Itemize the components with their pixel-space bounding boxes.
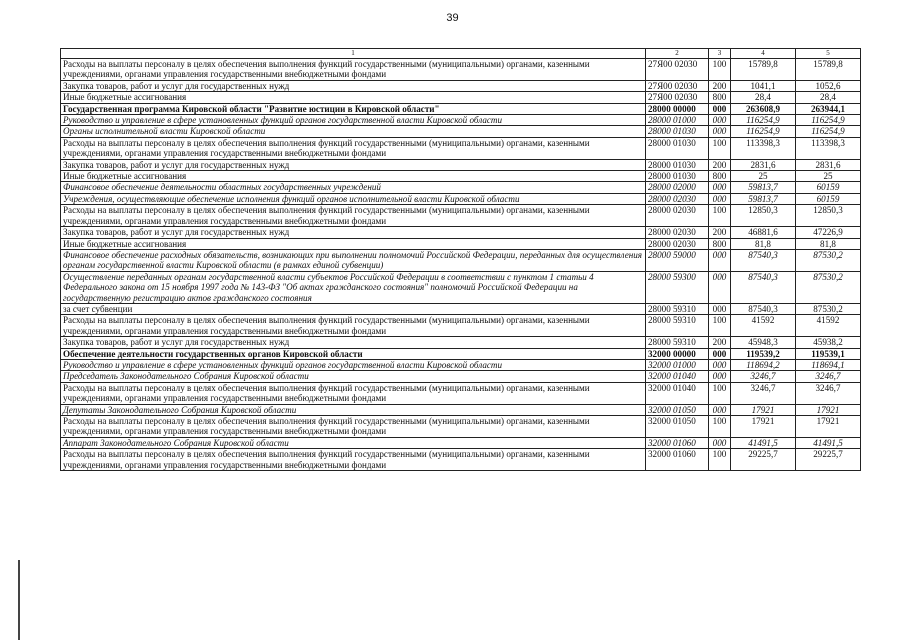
table-row — [61, 205, 861, 227]
table-row — [61, 249, 861, 271]
row-amount-2-cell: 28,4 — [796, 92, 861, 103]
table-row — [61, 126, 861, 137]
row-code-cell: 32000 01040 — [646, 382, 709, 404]
row-amount-1-cell: 263608,9 — [731, 103, 796, 114]
row-expense-type-cell: 200 — [709, 337, 731, 348]
row-amount-1-cell: 17921 — [731, 404, 796, 415]
row-amount-1-cell: 46881,6 — [731, 227, 796, 238]
row-expense-type-cell: 200 — [709, 80, 731, 91]
row-code-cell: 27Я00 02030 — [646, 59, 709, 81]
row-amount-2-cell: 12850,3 — [796, 205, 861, 227]
header-cell: 3 — [709, 49, 731, 59]
table-row — [61, 449, 861, 471]
row-expense-type-cell: 100 — [709, 59, 731, 81]
row-name-cell: Расходы на выплаты персоналу в целях обеспечения выполнения функций государственными (муниципальными) органами, казенными учреждениями, органами управления государственными внебюджетными фондами — [61, 416, 646, 438]
row-name-cell: Аппарат Законодательного Собрания Кировской области — [61, 437, 646, 448]
table-row — [61, 182, 861, 193]
row-amount-1-cell: 17921 — [731, 416, 796, 438]
row-name-cell: Финансовое обеспечение деятельности областных государственных учреждений — [61, 182, 646, 193]
row-amount-2-cell: 3246,7 — [796, 371, 861, 382]
row-amount-2-cell: 116254,9 — [796, 115, 861, 126]
scan-edge-mark — [18, 560, 20, 640]
row-code-cell: 28000 59300 — [646, 271, 709, 303]
table-row — [61, 92, 861, 103]
table-row — [61, 315, 861, 337]
table-row — [61, 382, 861, 404]
row-name-cell: Закупка товаров, работ и услуг для государственных нужд — [61, 227, 646, 238]
row-name-cell: Председатель Законодательного Собрания Кировской области — [61, 371, 646, 382]
row-code-cell: 32000 01060 — [646, 437, 709, 448]
row-name-cell: Расходы на выплаты персоналу в целях обеспечения выполнения функций государственными (муниципальными) органами, казенными учреждениями, органами управления государственными внебюджетными фондами — [61, 205, 646, 227]
header-cell: 4 — [731, 49, 796, 59]
row-expense-type-cell: 200 — [709, 159, 731, 170]
row-amount-1-cell: 118694,2 — [731, 359, 796, 370]
row-code-cell: 28000 01030 — [646, 137, 709, 159]
table-row — [61, 271, 861, 303]
row-amount-2-cell: 87530,2 — [796, 249, 861, 271]
table-row — [61, 171, 861, 182]
row-amount-1-cell: 28,4 — [731, 92, 796, 103]
row-expense-type-cell: 100 — [709, 137, 731, 159]
row-amount-2-cell: 1052,6 — [796, 80, 861, 91]
row-amount-1-cell: 119539,2 — [731, 348, 796, 359]
row-amount-1-cell: 3246,7 — [731, 382, 796, 404]
table-row — [61, 115, 861, 126]
row-name-cell: Руководство и управление в сфере установленных функций органов государственной власти Кировской области — [61, 359, 646, 370]
row-code-cell: 28000 59310 — [646, 303, 709, 314]
row-code-cell: 28000 02030 — [646, 205, 709, 227]
row-amount-1-cell: 1041,1 — [731, 80, 796, 91]
row-amount-2-cell: 2831,6 — [796, 159, 861, 170]
row-amount-2-cell: 60159 — [796, 182, 861, 193]
row-amount-2-cell: 3246,7 — [796, 382, 861, 404]
row-code-cell: 32000 01050 — [646, 404, 709, 415]
row-amount-1-cell: 87540,3 — [731, 249, 796, 271]
table-row — [61, 193, 861, 204]
row-expense-type-cell: 000 — [709, 115, 731, 126]
row-expense-type-cell: 100 — [709, 382, 731, 404]
row-amount-1-cell: 12850,3 — [731, 205, 796, 227]
row-amount-1-cell: 87540,3 — [731, 271, 796, 303]
row-amount-2-cell: 263944,1 — [796, 103, 861, 114]
table-row — [61, 371, 861, 382]
row-amount-2-cell: 116254,9 — [796, 126, 861, 137]
row-name-cell: Учреждения, осуществляющие обеспечение исполнения функций органов исполнительной власти Кировской области — [61, 193, 646, 204]
row-expense-type-cell: 000 — [709, 193, 731, 204]
row-code-cell: 27Я00 02030 — [646, 92, 709, 103]
header-cell: 5 — [796, 49, 861, 59]
row-code-cell: 28000 01000 — [646, 115, 709, 126]
row-amount-1-cell: 59813,7 — [731, 182, 796, 193]
header-cell: 2 — [646, 49, 709, 59]
row-amount-2-cell: 60159 — [796, 193, 861, 204]
row-expense-type-cell: 000 — [709, 371, 731, 382]
row-amount-2-cell: 25 — [796, 171, 861, 182]
table-row — [61, 80, 861, 91]
table-row — [61, 238, 861, 249]
row-name-cell: Расходы на выплаты персоналу в целях обеспечения выполнения функций государственными (муниципальными) органами, казенными учреждениями, органами управления государственными внебюджетными фондами — [61, 315, 646, 337]
row-expense-type-cell: 000 — [709, 303, 731, 314]
row-code-cell: 28000 01030 — [646, 126, 709, 137]
row-name-cell: Финансовое обеспечение расходных обязательств, возникающих при выполнении полномочий Российской Федерации, переданных для осуществления органам государственной власти Кировской области (в рамках единой субвенции) — [61, 249, 646, 271]
row-name-cell: за счет субвенции — [61, 303, 646, 314]
row-expense-type-cell: 100 — [709, 449, 731, 471]
row-name-cell: Обеспечение деятельности государственных органов Кировской области — [61, 348, 646, 359]
row-name-cell: Расходы на выплаты персоналу в целях обеспечения выполнения функций государственными (муниципальными) органами, казенными учреждениями, органами управления государственными внебюджетными фондами — [61, 382, 646, 404]
row-name-cell: Депутаты Законодательного Собрания Кировской области — [61, 404, 646, 415]
row-expense-type-cell: 000 — [709, 182, 731, 193]
row-amount-1-cell: 81,8 — [731, 238, 796, 249]
table-row — [61, 103, 861, 114]
row-expense-type-cell: 000 — [709, 103, 731, 114]
row-amount-2-cell: 113398,3 — [796, 137, 861, 159]
row-name-cell: Государственная программа Кировской области "Развитие юстиции в Кировской области" — [61, 103, 646, 114]
row-amount-1-cell: 45948,3 — [731, 337, 796, 348]
row-name-cell: Закупка товаров, работ и услуг для государственных нужд — [61, 337, 646, 348]
table-row — [61, 337, 861, 348]
row-name-cell: Осуществление переданных органам государственной власти субъектов Российской Федерации в соответствии с пунктом 1 статьи 4 Федерального закона от 15 ноября 1997 года № 143-ФЗ "Об актах гражданского состояния" полномочий Российской Федерации на государственную регистрацию актов гражданского состояния — [61, 271, 646, 303]
row-expense-type-cell: 800 — [709, 92, 731, 103]
row-amount-2-cell: 41491,5 — [796, 437, 861, 448]
row-expense-type-cell: 000 — [709, 249, 731, 271]
budget-table — [60, 48, 861, 471]
row-amount-1-cell: 15789,8 — [731, 59, 796, 81]
row-amount-1-cell: 116254,9 — [731, 126, 796, 137]
row-expense-type-cell: 200 — [709, 227, 731, 238]
table-row — [61, 227, 861, 238]
row-amount-1-cell: 2831,6 — [731, 159, 796, 170]
row-expense-type-cell: 100 — [709, 205, 731, 227]
row-amount-1-cell: 59813,7 — [731, 193, 796, 204]
table-row — [61, 416, 861, 438]
header-cell: 1 — [61, 49, 646, 59]
row-amount-2-cell: 118694,1 — [796, 359, 861, 370]
table-row — [61, 59, 861, 81]
row-expense-type-cell: 000 — [709, 271, 731, 303]
row-name-cell: Расходы на выплаты персоналу в целях обеспечения выполнения функций государственными (муниципальными) органами, казенными учреждениями, органами управления государственными внебюджетными фондами — [61, 59, 646, 81]
row-expense-type-cell: 000 — [709, 348, 731, 359]
row-code-cell: 32000 01050 — [646, 416, 709, 438]
row-expense-type-cell: 000 — [709, 437, 731, 448]
table-row — [61, 303, 861, 314]
row-code-cell: 28000 02030 — [646, 193, 709, 204]
row-amount-2-cell: 41592 — [796, 315, 861, 337]
row-name-cell: Органы исполнительной власти Кировской области — [61, 126, 646, 137]
row-name-cell: Закупка товаров, работ и услуг для государственных нужд — [61, 159, 646, 170]
row-amount-1-cell: 3246,7 — [731, 371, 796, 382]
row-code-cell: 28000 59310 — [646, 337, 709, 348]
row-amount-1-cell: 41491,5 — [731, 437, 796, 448]
row-expense-type-cell: 000 — [709, 359, 731, 370]
row-amount-2-cell: 87530,2 — [796, 271, 861, 303]
row-name-cell: Закупка товаров, работ и услуг для государственных нужд — [61, 80, 646, 91]
row-amount-2-cell: 47226,9 — [796, 227, 861, 238]
row-code-cell: 32000 00000 — [646, 348, 709, 359]
row-expense-type-cell: 800 — [709, 238, 731, 249]
row-code-cell: 28000 59310 — [646, 315, 709, 337]
table-row — [61, 137, 861, 159]
row-amount-1-cell: 87540,3 — [731, 303, 796, 314]
row-expense-type-cell: 000 — [709, 126, 731, 137]
row-amount-1-cell: 29225,7 — [731, 449, 796, 471]
table-header-row — [61, 49, 861, 59]
row-code-cell: 32000 01000 — [646, 359, 709, 370]
table-row — [61, 404, 861, 415]
page-number: 39 — [446, 12, 459, 24]
row-amount-2-cell: 15789,8 — [796, 59, 861, 81]
row-code-cell: 32000 01040 — [646, 371, 709, 382]
row-code-cell: 28000 02000 — [646, 182, 709, 193]
row-code-cell: 28000 01030 — [646, 159, 709, 170]
table-row — [61, 437, 861, 448]
row-expense-type-cell: 800 — [709, 171, 731, 182]
row-name-cell: Руководство и управление в сфере установленных функций органов государственной власти Кировской области — [61, 115, 646, 126]
row-name-cell: Расходы на выплаты персоналу в целях обеспечения выполнения функций государственными (муниципальными) органами, казенными учреждениями, органами управления государственными внебюджетными фондами — [61, 137, 646, 159]
table-row — [61, 359, 861, 370]
row-code-cell: 27Я00 02030 — [646, 80, 709, 91]
row-code-cell: 28000 02030 — [646, 238, 709, 249]
row-code-cell: 28000 59000 — [646, 249, 709, 271]
row-amount-2-cell: 45938,2 — [796, 337, 861, 348]
row-name-cell: Расходы на выплаты персоналу в целях обеспечения выполнения функций государственными (муниципальными) органами, казенными учреждениями, органами управления государственными внебюджетными фондами — [61, 449, 646, 471]
row-amount-1-cell: 25 — [731, 171, 796, 182]
row-code-cell: 32000 01060 — [646, 449, 709, 471]
row-expense-type-cell: 000 — [709, 404, 731, 415]
row-amount-2-cell: 17921 — [796, 416, 861, 438]
row-amount-2-cell: 119539,1 — [796, 348, 861, 359]
row-code-cell: 28000 02030 — [646, 227, 709, 238]
row-amount-1-cell: 41592 — [731, 315, 796, 337]
row-amount-2-cell: 81,8 — [796, 238, 861, 249]
row-amount-2-cell: 87530,2 — [796, 303, 861, 314]
row-code-cell: 28000 00000 — [646, 103, 709, 114]
row-amount-1-cell: 116254,9 — [731, 115, 796, 126]
row-amount-2-cell: 17921 — [796, 404, 861, 415]
row-amount-1-cell: 113398,3 — [731, 137, 796, 159]
table-row — [61, 348, 861, 359]
row-expense-type-cell: 100 — [709, 315, 731, 337]
row-name-cell: Иные бюджетные ассигнования — [61, 171, 646, 182]
row-code-cell: 28000 01030 — [646, 171, 709, 182]
row-amount-2-cell: 29225,7 — [796, 449, 861, 471]
table-row — [61, 159, 861, 170]
row-name-cell: Иные бюджетные ассигнования — [61, 238, 646, 249]
row-expense-type-cell: 100 — [709, 416, 731, 438]
row-name-cell: Иные бюджетные ассигнования — [61, 92, 646, 103]
